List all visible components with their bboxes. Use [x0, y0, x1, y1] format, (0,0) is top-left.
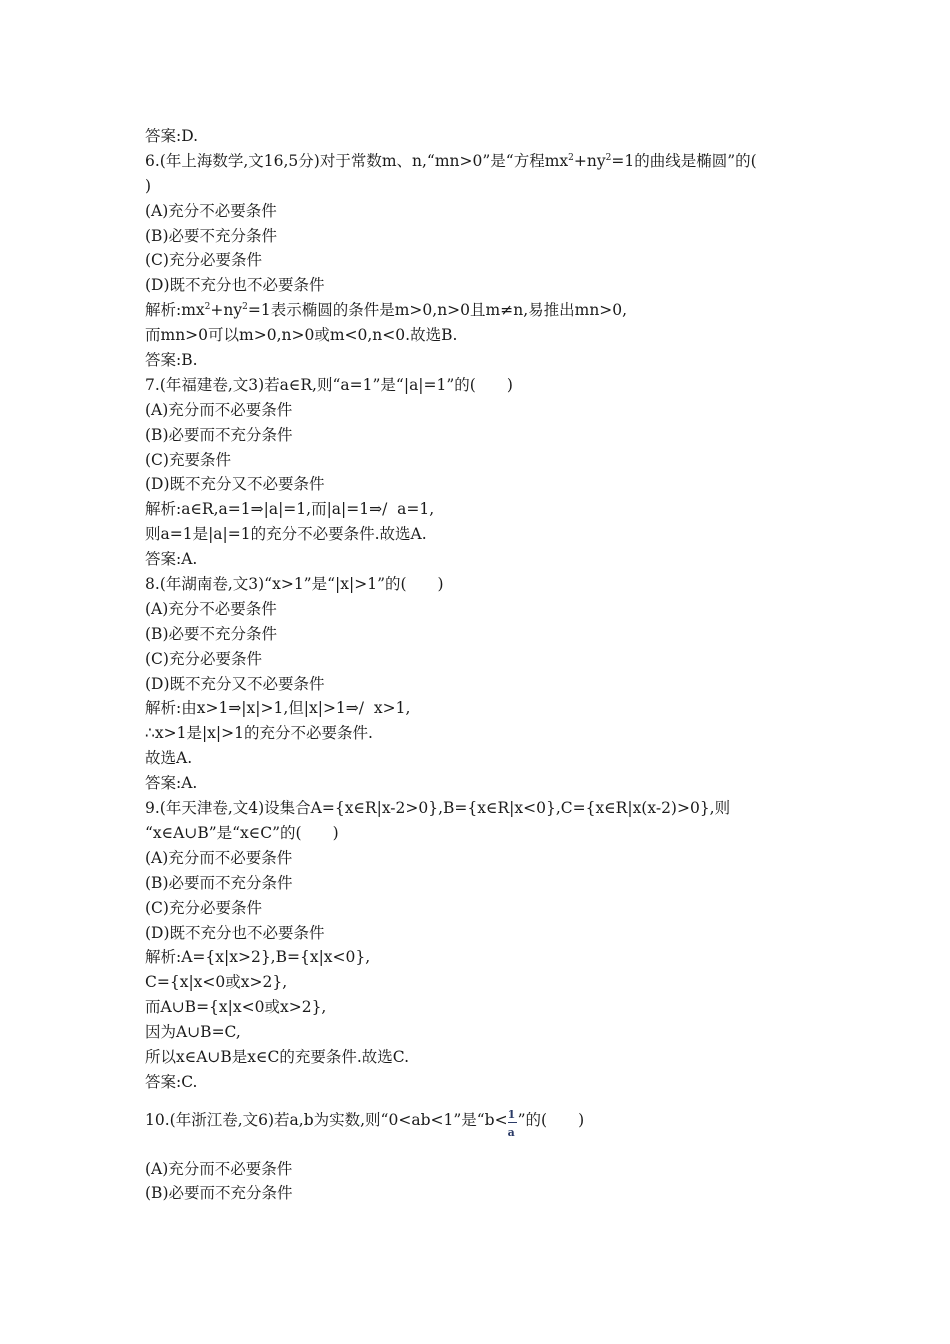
question-9-option-d: (D)既不充分也不必要条件 [145, 923, 325, 942]
question-7-option-d: (D)既不充分又不必要条件 [145, 475, 325, 494]
question-6-stem: 6.(年上海数学,文16,5分)对于常数m、n,“mn>0”是“方程$mx^2+ny^2=1$的曲线是椭圆”的( [145, 151, 757, 170]
question-9-option-b: (B)必要而不充分条件 [145, 873, 293, 892]
spacer [145, 1095, 825, 1107]
fraction-one-over-a: $\frac{1}{a}$ [507, 1107, 516, 1139]
question-9-analysis-5: 所以x∈A∪B是x∈C的充要条件.故选C. [145, 1047, 410, 1066]
question-8-option-c: (C)充分必要条件 [145, 649, 262, 668]
question-8-stem: 8.(年湖南卷,文3)“x>1”是“|x|>1”的( ) [145, 575, 444, 594]
document-page [145, 124, 825, 1206]
question-8-option-a: (A)充分不必要条件 [145, 599, 277, 618]
question-8-analysis-2: ∴x>1是|x|>1的充分不必要条件. [145, 724, 373, 743]
answer-6: 答案:B. [145, 351, 198, 370]
question-7-stem: 7.(年福建卷,文3)若a∈R,则“a=1”是“|a|=1”的( ) [145, 375, 513, 394]
question-6-analysis-2: 而mn>0可以m>0,n>0或m<0,n<0.故选B. [145, 326, 458, 345]
question-9-analysis-4: 因为A∪B=C, [145, 1023, 241, 1042]
question-6-option-a: (A)充分不必要条件 [145, 201, 277, 220]
question-7-analysis-2: 则a=1是|a|=1的充分不必要条件.故选A. [145, 525, 427, 544]
blank-line [145, 1132, 825, 1157]
question-6-option-c: (C)充分必要条件 [145, 251, 262, 270]
question-6-option-d: (D)既不充分也不必要条件 [145, 276, 325, 295]
question-9-analysis-3: 而A∪B={x|x<0或x>2}, [145, 998, 327, 1017]
question-7-option-b: (B)必要而不充分条件 [145, 425, 293, 444]
question-9-option-c: (C)充分必要条件 [145, 898, 262, 917]
question-9-option-a: (A)充分而不必要条件 [145, 848, 293, 867]
answer-8: 答案:A. [145, 774, 198, 793]
question-8-analysis: 解析:由x>1⇒|x|>1,但|x|>1⇒/ x>1, [145, 699, 411, 718]
answer-5: 答案:D. [145, 127, 199, 145]
question-9-stem: 9.(年天津卷,文4)设集合A={x∈R|x-2>0},B={x∈R|x<0},C={x∈R|x(x-2)>0},则 [145, 799, 731, 818]
question-6-analysis: 解析$:mx^2+ny^2=1$表示椭圆的条件是m>0,n>0且m≠n,易推出mn>0, [145, 301, 628, 320]
question-6-option-b: (B)必要不充分条件 [145, 226, 277, 245]
question-7-option-c: (C)充要条件 [145, 450, 231, 469]
question-8-option-b: (B)必要不充分条件 [145, 624, 277, 643]
question-10-option-a: (A)充分而不必要条件 [145, 1159, 293, 1178]
question-10-stem: 10.(年浙江卷,文6)若a,b为实数,则“0<ab<1”是“b< $\frac{1}{a}$ ”的( ) [145, 1107, 585, 1139]
question-6-stem-close: ) [145, 176, 152, 195]
question-9-analysis-2: C={x|x<0或x>2}, [145, 973, 288, 992]
answer-9: 答案:C. [145, 1072, 198, 1091]
question-9-stem-2: “x∈A∪B”是“x∈C”的( ) [145, 823, 339, 842]
question-10-option-b: (B)必要而不充分条件 [145, 1184, 293, 1203]
question-7-analysis: 解析:a∈R,a=1⇒|a|=1,而|a|=1⇒/ a=1, [145, 500, 435, 519]
question-8-analysis-3: 故选A. [145, 749, 193, 768]
question-9-analysis: 解析:A={x|x>2},B={x|x<0}, [145, 948, 371, 967]
answer-7: 答案:A. [145, 550, 198, 569]
question-7-option-a: (A)充分而不必要条件 [145, 400, 293, 419]
question-8-option-d: (D)既不充分又不必要条件 [145, 674, 325, 693]
